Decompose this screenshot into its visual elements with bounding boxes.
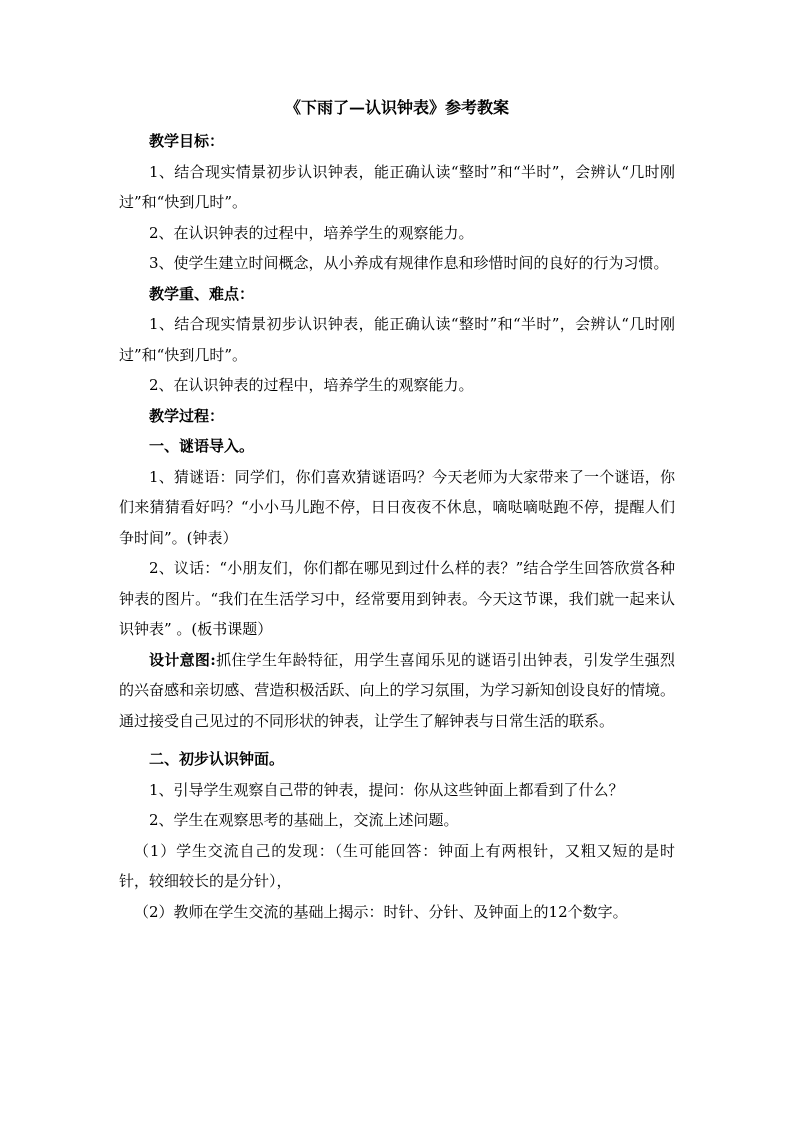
paragraph-student-findings: （1）学生交流自己的发现：（生可能回答：钟面上有两根针，又粗又短的是时针，较细较长的是分针），	[119, 841, 675, 890]
document-title: 《下雨了—认识钟表》参考教案	[284, 98, 509, 117]
paragraph-teacher-reveal: （2）教师在学生交流的基础上揭示：时针、分针、及钟面上的12个数字。	[134, 902, 628, 921]
subsection-heading-clock-face: 二、初步认识钟面。	[149, 750, 285, 768]
document-body	[119, 96, 675, 927]
paragraph-objective-2: 2、在认识钟表的过程中，培养学生的观察能力。	[149, 223, 474, 242]
paragraph-exchange: 2、学生在观察思考的基础上，交流上述问题。	[149, 811, 459, 829]
subsection-heading-riddle: 一、谜语导入。	[149, 437, 255, 455]
design-intent-label: 设计意图:	[149, 650, 216, 669]
paragraph-key-point-2: 2、在认识钟表的过程中，培养学生的观察能力。	[149, 376, 474, 394]
paragraph-key-point-1: 1、结合现实情景初步认识钟表，能正确认读“整时”和“半时”，会辨认“几时刚过”和“快到几时”。	[119, 315, 675, 364]
paragraph-riddle: 1、猜谜语：同学们，你们喜欢猜谜语吗？今天老师为大家带来了一个谜语，你们来猜猜看好吗？“小小马儿跑不停，日日夜夜不休息，嘀哒嘀哒跑不停，提醒人们争时间”。(钟表）	[119, 467, 675, 547]
section-heading-objectives: 教学目标：	[149, 132, 225, 150]
paragraph-design-intent	[119, 645, 675, 737]
paragraph-objective-1: 1、结合现实情景初步认识钟表，能正确认读“整时”和“半时”，会辨认“几时刚过”和“快到几时”。	[119, 162, 675, 211]
section-heading-process: 教学过程：	[149, 406, 225, 425]
section-heading-key-points: 教学重、难点：	[149, 284, 255, 303]
paragraph-observe-clock: 1、引导学生观察自己带的钟表，提问：你从这些钟面上都看到了什么？	[149, 780, 624, 799]
design-intent-text: 抓住学生年龄特征，用学生喜闻乐见的谜语引出钟表，引发学生强烈的兴奋感和亲切感、营造积极活跃、向上的学习氛围，为学习新知创设良好的情境。通过接受自己见过的不同形状的钟表，让学生了解钟表与日常生活的联系。	[119, 650, 675, 730]
paragraph-objective-3: 3、使学生建立时间概念，从小养成有规律作息和珍惜时间的良好的行为习惯。	[149, 254, 669, 272]
paragraph-discussion: 2、议话：“小朋友们，你们都在哪见到过什么样的表？”结合学生回答欣赏各种钟表的图片。“我们在生活学习中，经常要用到钟表。今天这节课，我们就一起来认识钟表” 。(板书课题）	[119, 559, 675, 638]
